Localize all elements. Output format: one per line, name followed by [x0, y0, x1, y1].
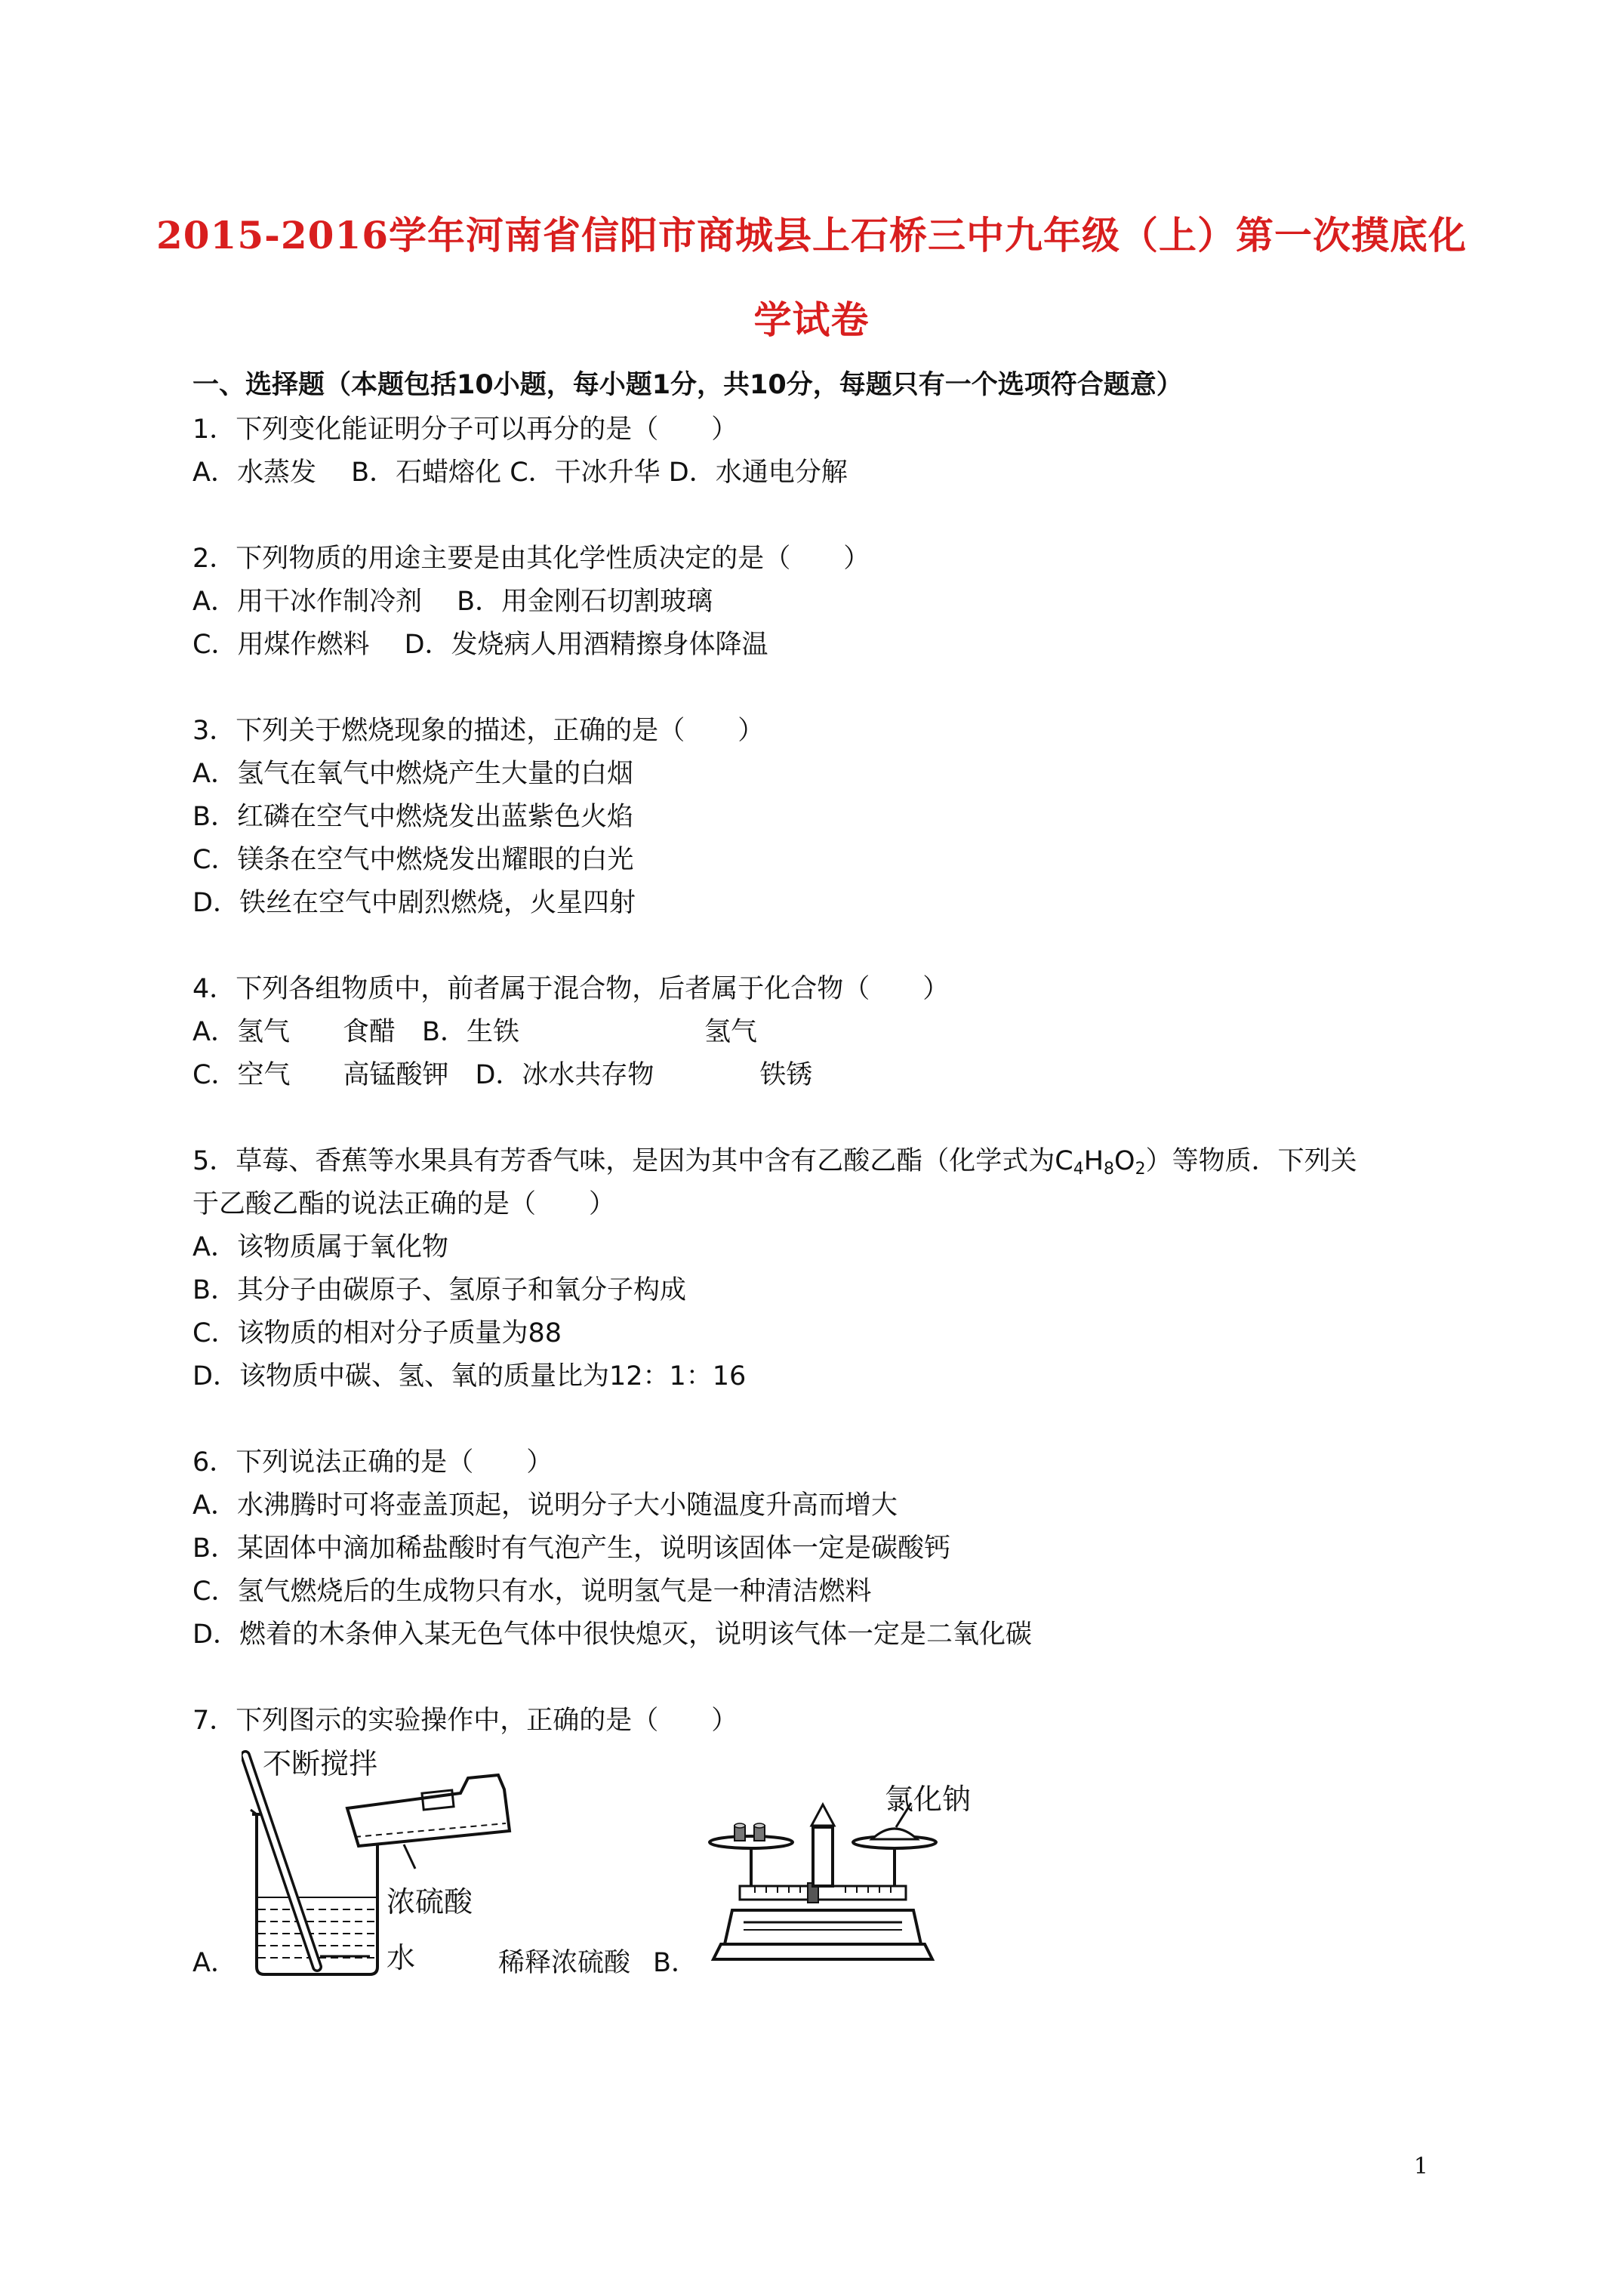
q4-stem: 4．下列各组物质中，前者属于混合物，后者属于化合物（ ） — [192, 974, 950, 1004]
q7-option-b-label: B． — [653, 1948, 698, 1978]
q3-option-d: D．铁丝在空气中剧烈燃烧，火星四射 — [192, 888, 636, 918]
label-stir: 不断搅拌 — [263, 1747, 378, 1780]
q1-options: A．水蒸发 B．石蜡熔化 C．干冰升华 D．水通电分解 — [192, 458, 848, 488]
page-number: 1 — [1413, 2153, 1428, 2180]
q6-option-c: C．氢气燃烧后的生成物只有水，说明氢气是一种清洁燃料 — [192, 1576, 872, 1607]
q5-option-c: C．该物质的相对分子质量为88 — [192, 1318, 562, 1348]
formula-subscript-c: 4 — [1073, 1160, 1084, 1179]
q7-option-a-caption: 稀释浓硫酸 — [498, 1948, 631, 1978]
q6-option-d: D．燃着的木条伸入某无色气体中很快熄灭，说明该气体一定是二氧化碳 — [192, 1620, 1032, 1650]
q3-stem: 3．下列关于燃烧现象的描述，正确的是（ ） — [192, 716, 765, 746]
q6-stem: 6．下列说法正确的是（ ） — [192, 1447, 553, 1478]
q2-stem: 2．下列物质的用途主要是由其化学性质决定的是（ ） — [192, 544, 870, 574]
formula-o: O — [1114, 1146, 1135, 1176]
q7-stem: 7．下列图示的实验操作中，正确的是（ ） — [192, 1706, 738, 1736]
label-nacl: 氯化钠 — [885, 1783, 972, 1816]
q3-option-c: C．镁条在空气中燃烧发出耀眼的白光 — [192, 845, 634, 875]
label-water: 水 — [387, 1941, 416, 1974]
q4-options-line2: C．空气 高锰酸钾 D．冰水共存物 铁锈 — [192, 1060, 813, 1090]
section-heading: 一、选择题（本题包括10小题，每小题1分，共10分，每题只有一个选项符合题意） — [192, 370, 1183, 400]
q2-options-line1: A．用干冰作制冷剂 B．用金刚石切割玻璃 — [192, 587, 713, 617]
q5-option-b: B．其分子由碳原子、氢原子和氧分子构成 — [192, 1275, 687, 1305]
q5-stem-pre: 5．草莓、香蕉等水果具有芳香气味，是因为其中含有乙酸乙酯（化学式为C — [192, 1146, 1073, 1176]
q5-option-d: D．该物质中碳、氢、氧的质量比为12：1：16 — [192, 1361, 747, 1391]
label-conc-acid: 浓硫酸 — [387, 1885, 473, 1918]
exam-title-line2: 学试卷 — [753, 297, 870, 342]
formula-subscript-o: 2 — [1135, 1160, 1146, 1179]
q7-option-a-label: A． — [192, 1948, 237, 1978]
q4-options-line1: A．氢气 食醋 B．生铁 氢气 — [192, 1017, 757, 1047]
formula-h: H — [1083, 1146, 1104, 1176]
exam-title-line1: 2015-2016学年河南省信阳市商城县上石桥三中九年级（上）第一次摸底化 — [156, 213, 1467, 257]
q2-options-line2: C．用煤作燃料 D．发烧病人用酒精擦身体降温 — [192, 630, 768, 660]
q5-stem-line1 — [192, 1144, 1357, 1187]
formula-subscript-h: 8 — [1104, 1160, 1115, 1179]
q5-option-a: A．该物质属于氧化物 — [192, 1232, 448, 1262]
q3-option-a: A．氢气在氧气中燃烧产生大量的白烟 — [192, 759, 633, 789]
q6-option-b: B．某固体中滴加稀盐酸时有气泡产生，说明该固体一定是碳酸钙 — [192, 1533, 951, 1564]
q6-option-a: A．水沸腾时可将壶盖顶起，说明分子大小随温度升高而增大 — [192, 1490, 898, 1521]
q5-stem-post: ）等物质．下列关 — [1145, 1146, 1357, 1176]
q5-stem-line2: 于乙酸乙酯的说法正确的是（ ） — [192, 1189, 616, 1219]
q1-stem: 1．下列变化能证明分子可以再分的是（ ） — [192, 415, 738, 445]
q3-option-b: B．红磷在空气中燃烧发出蓝紫色火焰 — [192, 802, 634, 832]
